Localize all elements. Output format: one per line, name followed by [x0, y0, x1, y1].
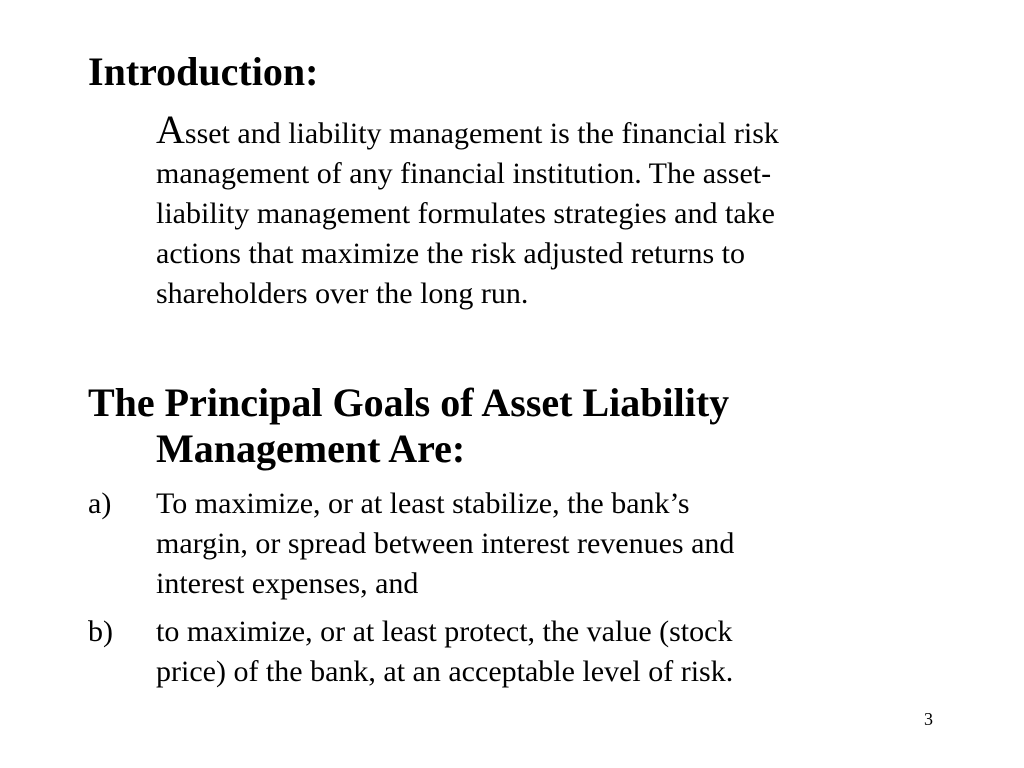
- introduction-line: shareholders over the long run.: [156, 277, 529, 310]
- page-number: 3: [924, 709, 933, 729]
- goal-line: to maximize, or at least protect, the value (stock: [156, 615, 733, 648]
- introduction-dropcap: A: [156, 107, 185, 152]
- goal-text: [156, 484, 734, 604]
- goal-line: To maximize, or at least stabilize, the bank’s: [156, 487, 690, 520]
- introduction-line: liability management formulates strategies and take: [156, 197, 775, 230]
- goals-heading-line: The Principal Goals of Asset Liability: [88, 380, 730, 425]
- introduction-paragraph: [156, 107, 956, 314]
- goal-marker: b): [88, 615, 113, 648]
- goal-line: interest expenses, and: [156, 567, 419, 600]
- goals-heading-line: Management Are:: [156, 426, 466, 471]
- introduction-line: management of any financial institution. The asset-: [156, 157, 772, 190]
- introduction-heading: Introduction:: [88, 49, 319, 94]
- goal-text: [156, 612, 733, 692]
- goal-line: margin, or spread between interest revenues and: [156, 527, 735, 560]
- introduction-line-text: sset and liability management is the financial risk: [184, 117, 779, 150]
- goal-line: price) of the bank, at an acceptable level of risk.: [156, 655, 734, 688]
- goal-marker: a): [88, 487, 112, 520]
- goals-heading: [88, 380, 948, 472]
- introduction-line: actions that maximize the risk adjusted returns to: [156, 237, 746, 270]
- introduction-line: [156, 107, 956, 154]
